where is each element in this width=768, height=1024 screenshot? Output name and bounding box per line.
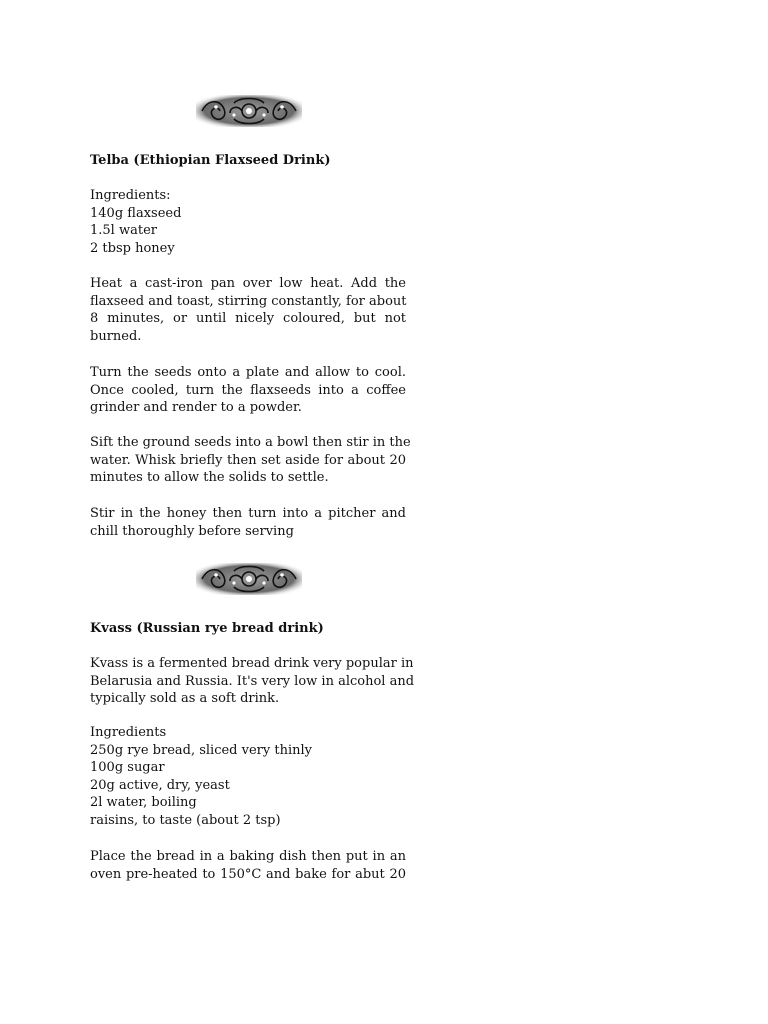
kvass-ingredient-item: 2l water, boiling (90, 795, 197, 810)
telba-step-4 (90, 505, 406, 540)
text-line: chill thoroughly before serving (90, 523, 294, 539)
telba-ingredient-item: 2 tbsp honey (90, 240, 175, 256)
telba-title: Telba (Ethiopian Flaxseed Drink) (90, 153, 331, 168)
kvass-ingredient-item: raisins, to taste (about 2 tsp) (90, 812, 281, 828)
text-line: Sift the ground seeds into a bowl then stir in the (90, 435, 411, 450)
kvass-method (90, 848, 406, 883)
kvass-title: Kvass (Russian rye bread drink) (90, 621, 324, 636)
ornament-icon (194, 561, 304, 597)
text-line: grinder and render to a powder. (90, 400, 302, 415)
telba-step-1 (90, 275, 406, 345)
text-line: Turn the seeds onto a plate and allow to cool. (90, 365, 406, 380)
telba-ingredients-heading: Ingredients: (90, 188, 171, 203)
text-line: Belarusia and Russia. It's very low in alcohol and (90, 673, 415, 689)
text-line: Once cooled, turn the flaxseeds into a coffee (90, 382, 406, 398)
text-line: Stir in the honey then turn into a pitcher and (90, 506, 406, 521)
kvass-ingredient-item: 100g sugar (90, 760, 165, 775)
kvass-ingredient-item: 250g rye bread, sliced very thinly (90, 742, 312, 758)
text-line: burned. (90, 328, 142, 344)
kvass-ingredients (90, 724, 406, 829)
text-line: flaxseed and toast, stirring constantly, for about (90, 293, 407, 309)
text-line: water. Whisk briefly then set aside for about 20 (90, 452, 406, 468)
text-line: minutes to allow the solids to settle. (90, 470, 329, 485)
kvass-ingredient-item: 20g active, dry, yeast (90, 777, 230, 793)
ornament-icon (194, 93, 304, 129)
telba-ingredients (90, 187, 406, 257)
text-line: oven pre-heated to 150°C and bake for abut 20 (90, 866, 406, 882)
telba-ingredient-item: 1.5l water (90, 223, 157, 238)
text-line: Heat a cast-iron pan over low heat. Add the (90, 276, 406, 291)
text-line: 8 minutes, or until nicely coloured, but not (90, 311, 406, 326)
kvass-ingredients-heading: Ingredients (90, 725, 167, 740)
text-line: Place the bread in a baking dish then put in an (90, 849, 406, 864)
text-line: Kvass is a fermented bread drink very popular in (90, 656, 414, 671)
telba-ingredient-item: 140g flaxseed (90, 205, 182, 221)
decorative-divider-ornament (194, 93, 304, 129)
text-line: typically sold as a soft drink. (90, 691, 280, 706)
kvass-intro (90, 655, 415, 708)
decorative-divider-ornament (194, 561, 304, 597)
telba-step-2 (90, 364, 406, 417)
telba-step-3 (90, 434, 411, 487)
